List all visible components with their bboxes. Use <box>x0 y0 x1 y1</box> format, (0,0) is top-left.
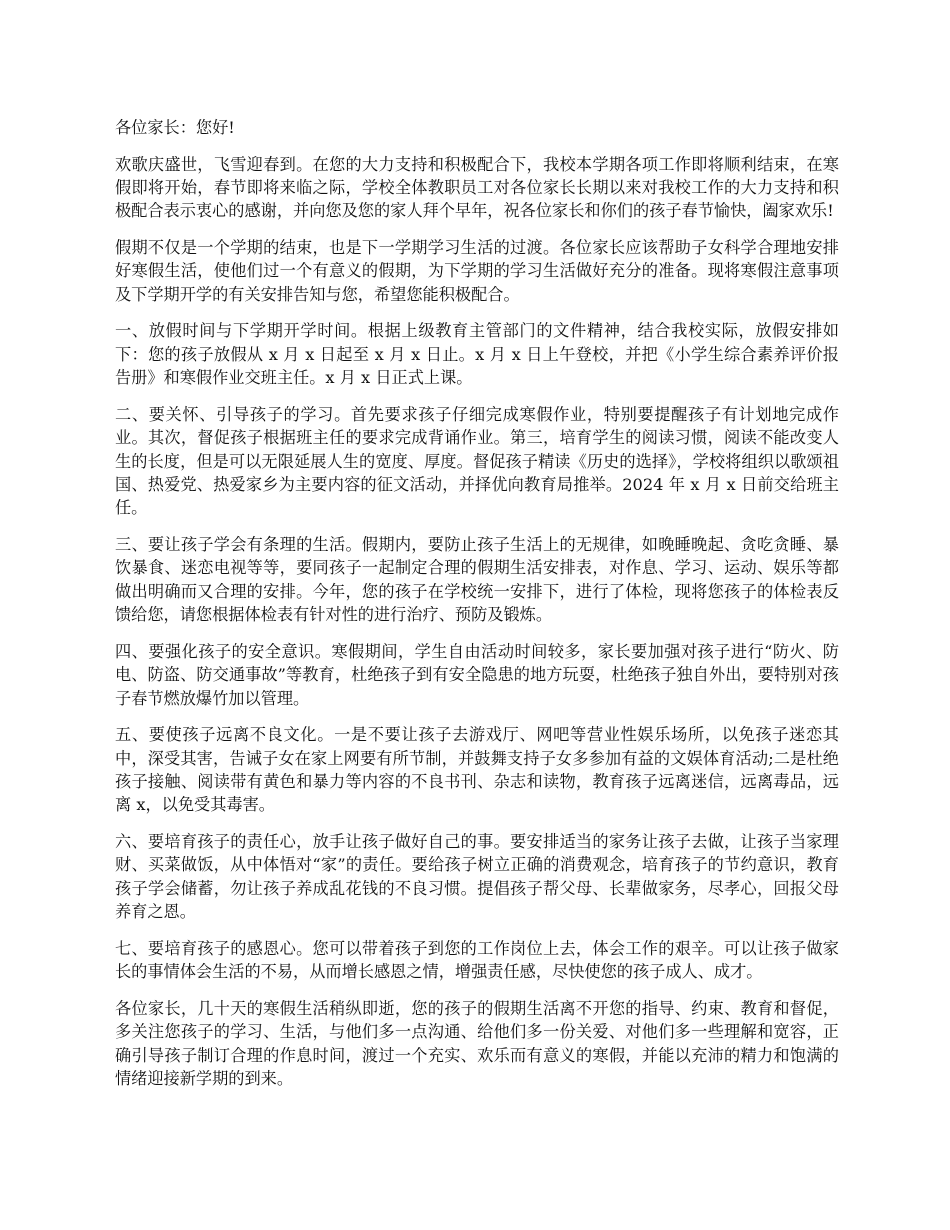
letter-body <box>115 116 839 1104</box>
paragraph-section-2: 二、要关怀、引导孩子的学习。首先要求孩子仔细完成寒假作业，特别要提醒孩子有计划地完成作业。其次，督促孩子根据班主任的要求完成背诵作业。第三，培育学生的阅读习惯，阅读不能改变人生的长度，但是可以无限延展人生的宽度、厚度。督促孩子精读《历史的选择》，学校将组织以歌颂祖国、热爱党、热爱家乡为主要内容的征文活动，并择优向教育局推举。2024 年 x 月 x 日前交给班主任。 <box>115 404 839 518</box>
paragraph-opening: 欢歌庆盛世，飞雪迎春到。在您的大力支持和积极配合下，我校本学期各项工作即将顺利结束，在寒假即将开始，春节即将来临之际，学校全体教职员工对各位家长长期以来对我校工作的大力支持和积极配合表示衷心的感谢，并向您及您的家人拜个早年，祝各位家长和你们的孩子春节愉快，阖家欢乐! <box>115 154 839 221</box>
paragraph-section-3: 三、要让孩子学会有条理的生活。假期内，要防止孩子生活上的无规律，如晚睡晚起、贪吃贪睡、暴饮暴食、迷恋电视等等，要同孩子一起制定合理的假期生活安排表，对作息、学习、运动、娱乐等都做出明确而又合理的安排。今年，您的孩子在学校统一安排下，进行了体检，现将您孩子的体检表反馈给您，请您根据体检表有针对性的进行治疗、预防及锻炼。 <box>115 535 839 625</box>
paragraph-closing: 各位家长，几十天的寒假生活稍纵即逝，您的孩子的假期生活离不开您的指导、约束、教育和督促，多关注您孩子的学习、生活，与他们多一点沟通、给他们多一份关爱、对他们多一些理解和宽容，正确引导孩子制订合理的作息时间，渡过一个充实、欢乐而有意义的寒假，并能以充沛的精力和饱满的情绪迎接新学期的到来。 <box>115 998 839 1089</box>
paragraph-intro: 假期不仅是一个学期的结束，也是下一学期学习生活的过渡。各位家长应该帮助子女科学合理地安排好寒假生活，使他们过一个有意义的假期，为下学期的学习生活做好充分的准备。现将寒假注意事项及下学期开学的有关安排告知与您，希望您能积极配合。 <box>115 238 839 304</box>
paragraph-section-5: 五、要使孩子远离不良文化。一是不要让孩子去游戏厅、网吧等营业性娱乐场所，以免孩子迷恋其中，深受其害，告诫子女在家上网要有所节制，并鼓舞支持子女多参加有益的文娱体育活动;二是杜绝孩子接触、阅读带有黄色和暴力等内容的不良书刊、杂志和读物，教育孩子远离迷信，远离毒品，远离 x，以免受其毒害。 <box>115 725 839 815</box>
paragraph-section-4: 四、要强化孩子的安全意识。寒假期间，学生自由活动时间较多，家长要加强对孩子进行“防火、防电、防盗、防交通事故”等教育，杜绝孩子到有安全隐患的地方玩耍，杜绝孩子独自外出，要特别对孩子春节燃放爆竹加以管理。 <box>115 641 839 708</box>
paragraph-section-7: 七、要培育孩子的感恩心。您可以带着孩子到您的工作岗位上去，体会工作的艰辛。可以让孩子做家长的事情体会生活的不易，从而增长感恩之情，增强责任感，尽快使您的孩子成人、成才。 <box>115 938 839 982</box>
letter-greeting: 各位家长：您好! <box>115 118 235 137</box>
paragraph-section-1: 一、放假时间与下学期开学时间。根据上级教育主管部门的文件精神，结合我校实际，放假安排如下：您的孩子放假从 x 月 x 日起至 x 月 x 日止。x 月 x 日上午登校，并把《小学生综合素养评价报告册》和寒假作业交班主任。x 月 x 日正式上课。 <box>115 321 839 388</box>
paragraph-section-6: 六、要培育孩子的责任心，放手让孩子做好自己的事。要安排适当的家务让孩子去做，让孩子当家理财、买菜做饭，从中体悟对“家”的责任。要给孩子树立正确的消费观念，培育孩子的节约意识，教育孩子学会储蓄，勿让孩子养成乱花钱的不良习惯。提倡孩子帮父母、长辈做家务，尽孝心，回报父母养育之恩。 <box>115 832 839 922</box>
